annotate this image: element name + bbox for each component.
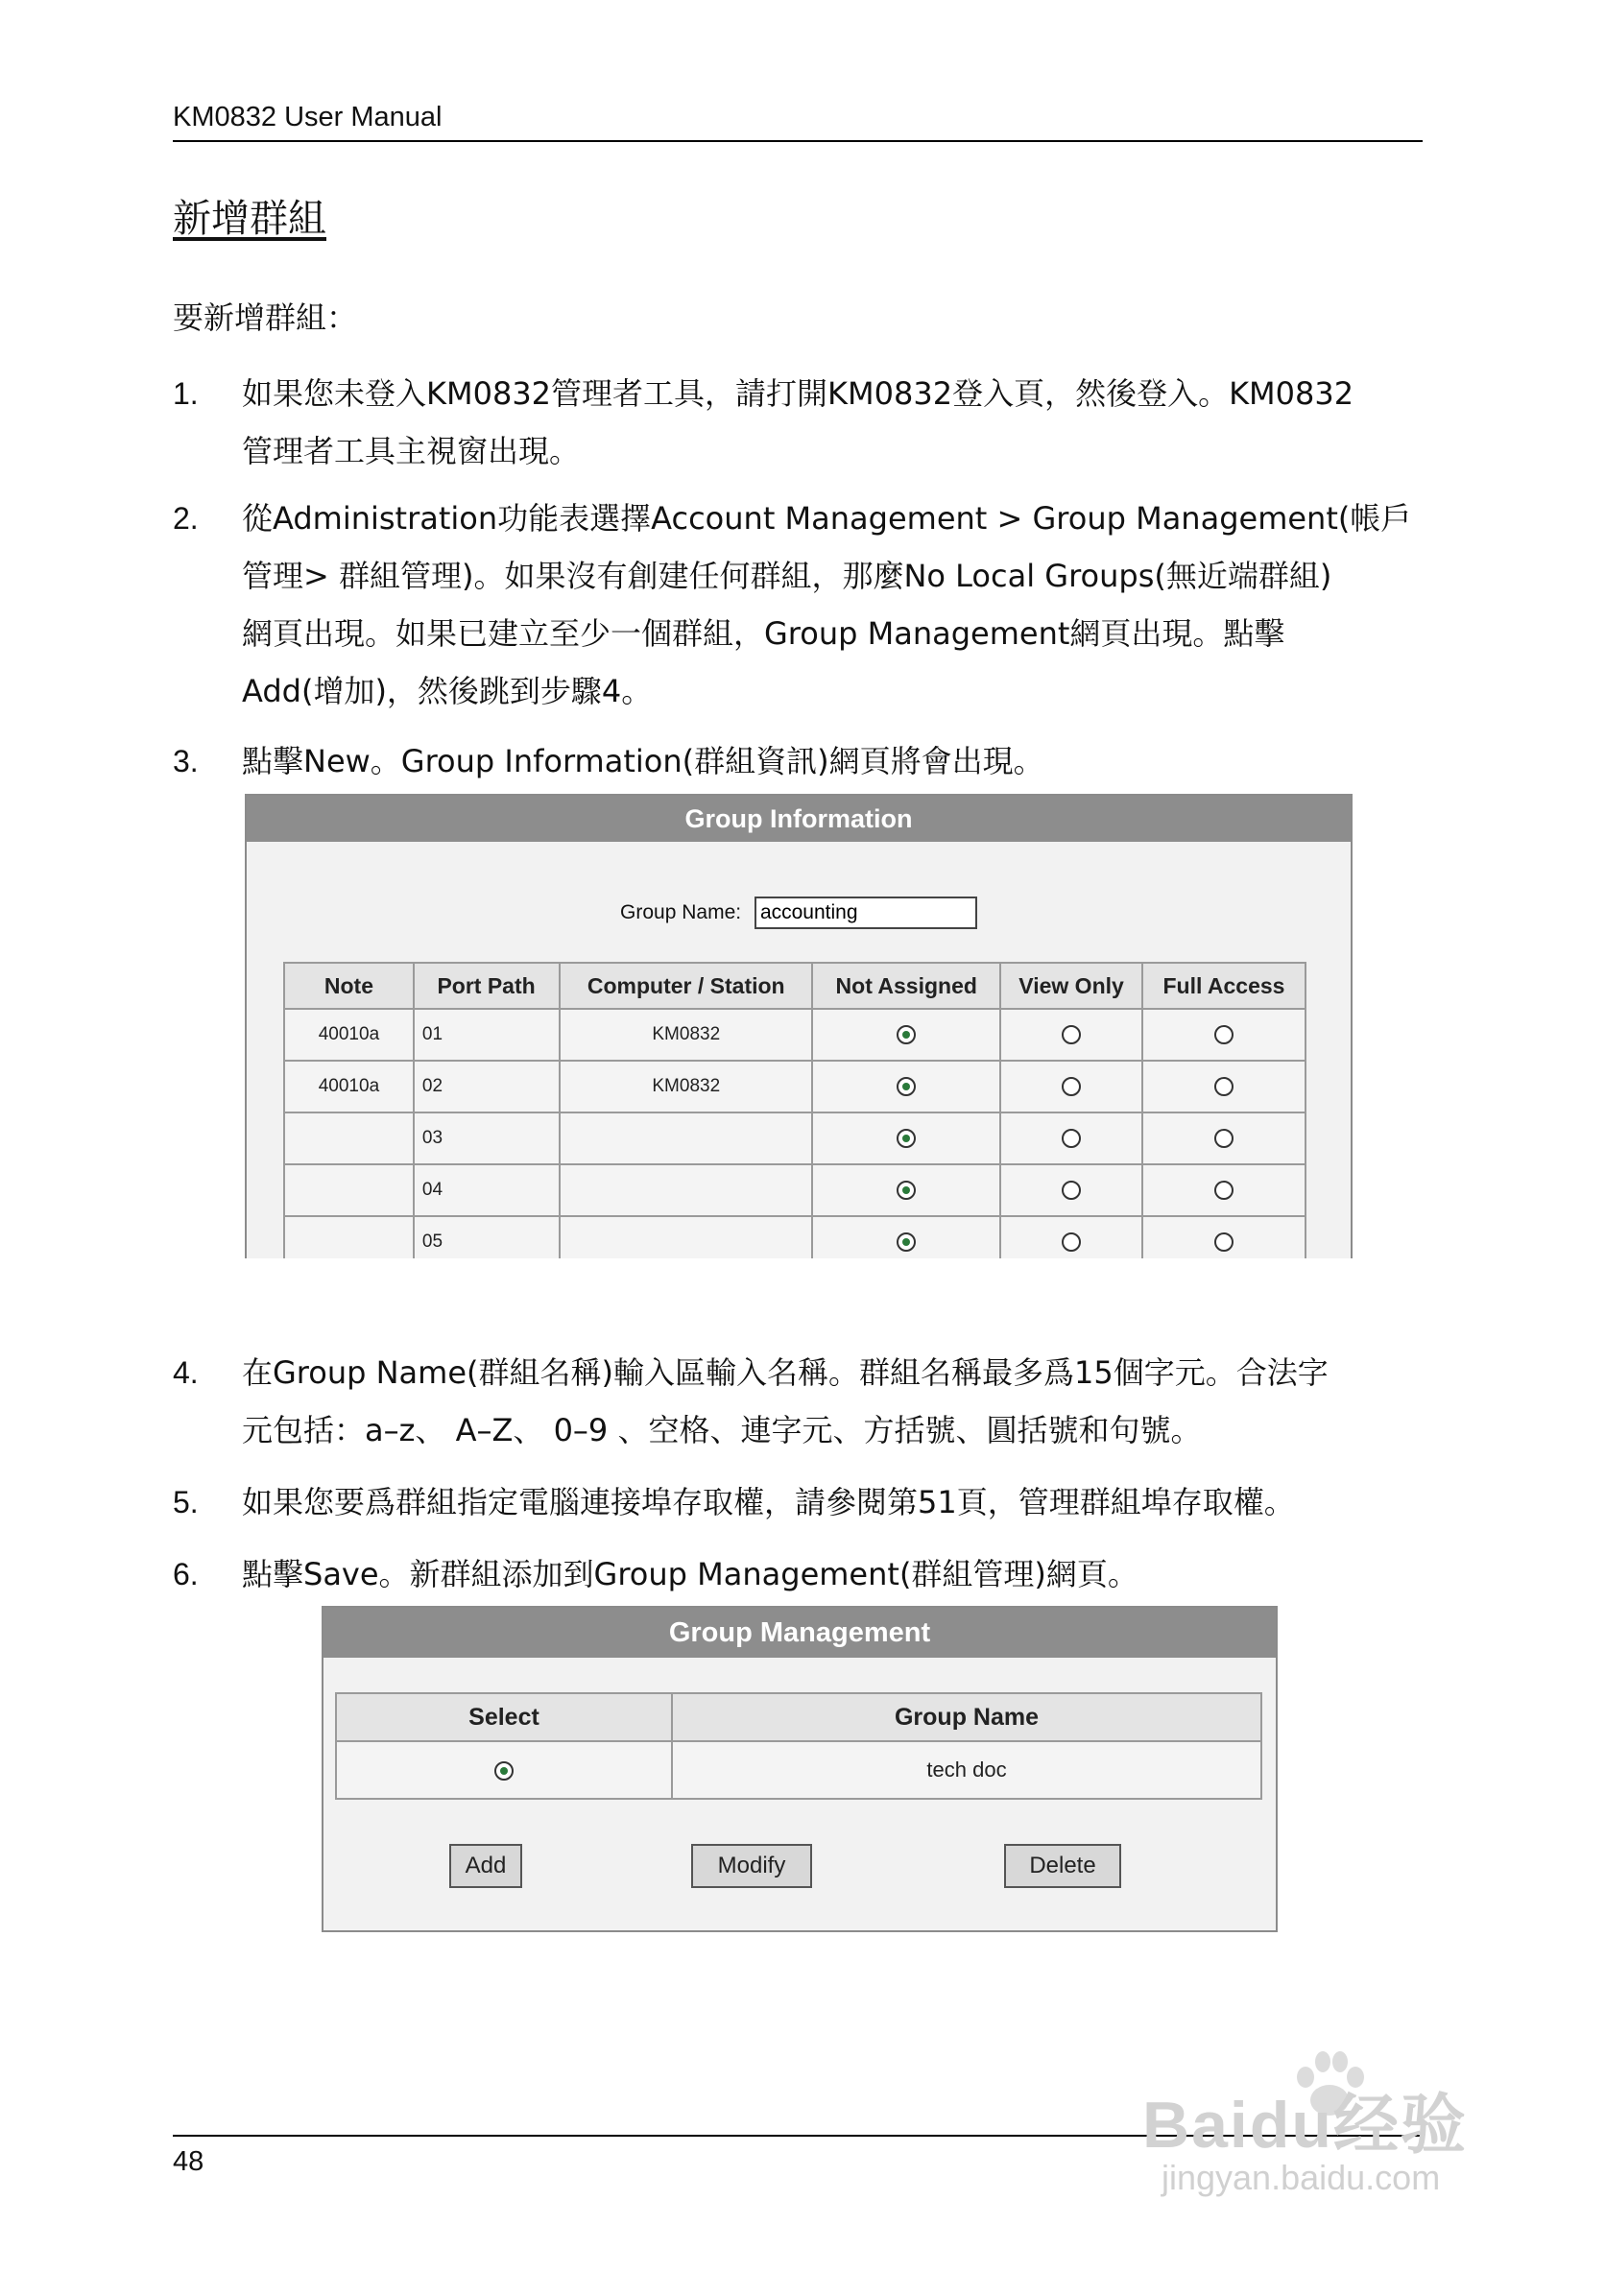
section-title: 新增群組: [173, 197, 326, 241]
view-only-radio[interactable]: [1062, 1025, 1081, 1044]
computer-cell: KM0832: [560, 1061, 812, 1112]
header-divider: [173, 140, 1423, 142]
full-access-radio[interactable]: [1214, 1181, 1234, 1200]
step-line: 點擊Save。新群組添加到Group Management(群組管理)網頁。: [242, 1556, 1138, 1592]
full-access-radio[interactable]: [1214, 1077, 1234, 1096]
port-access-table: [283, 962, 1306, 1258]
group-information-title: Group Information: [247, 796, 1351, 842]
step-text: [242, 1344, 1430, 1459]
port-path-cell: 04: [414, 1164, 560, 1216]
column-header-view-only: View Only: [1000, 963, 1142, 1009]
step-text: [242, 732, 1430, 790]
manual-header-title: KM0832 User Manual: [173, 102, 443, 132]
computer-cell: [560, 1164, 812, 1216]
port-path-cell: 02: [414, 1061, 560, 1112]
step-number: 2.: [173, 501, 199, 536]
step-line: 網頁出現。如果已建立至少一個群組，Group Management網頁出現。點擊: [242, 615, 1285, 652]
note-cell: 40010a: [284, 1009, 414, 1061]
table-row: [284, 1164, 1306, 1216]
step-line: 點擊New。Group Information(群組資訊)網頁將會出現。: [242, 743, 1044, 779]
intro-text: 要新增群組：: [173, 299, 358, 336]
step-text: [242, 1473, 1430, 1531]
step-number: 6.: [173, 1557, 199, 1591]
watermark-url: jingyan.baidu.com: [1162, 2158, 1441, 2197]
table-row: [284, 1216, 1306, 1258]
page-number: 48: [173, 2146, 204, 2177]
step-number: 5.: [173, 1485, 199, 1519]
step-line: 在Group Name(群組名稱)輸入區輸入名稱。群組名稱最多爲15個字元。合法字: [242, 1354, 1329, 1391]
column-header-not-assigned: Not Assigned: [812, 963, 1000, 1009]
table-row: [284, 1009, 1306, 1061]
column-header-note: Note: [284, 963, 414, 1009]
note-cell: [284, 1164, 414, 1216]
add-button[interactable]: Add: [449, 1844, 522, 1888]
group-management-panel: [322, 1606, 1278, 1932]
full-access-radio[interactable]: [1214, 1232, 1234, 1252]
watermark-logo: Baidu经验: [1142, 2089, 1468, 2162]
group-name-row: [247, 897, 1351, 929]
computer-cell: [560, 1112, 812, 1164]
column-header-select: Select: [336, 1693, 672, 1741]
step-line: 元包括：a–z、 A–Z、 0–9 、空格、連字元、方括號、圓括號和句號。: [242, 1412, 1202, 1448]
not-assigned-radio[interactable]: [897, 1025, 916, 1044]
not-assigned-radio[interactable]: [897, 1181, 916, 1200]
group-list-table: [335, 1692, 1262, 1800]
view-only-radio[interactable]: [1062, 1181, 1081, 1200]
group-select-radio[interactable]: [494, 1761, 514, 1781]
delete-button[interactable]: Delete: [1004, 1844, 1121, 1888]
port-path-cell: 03: [414, 1112, 560, 1164]
note-cell: 40010a: [284, 1061, 414, 1112]
full-access-radio[interactable]: [1214, 1025, 1234, 1044]
table-header-row: [336, 1693, 1261, 1741]
step-line: Add(增加)，然後跳到步驟4。: [242, 673, 653, 709]
step-line: 管理> 群組管理)。如果沒有創建任何群組，那麼No Local Groups(無近端群組): [242, 558, 1332, 594]
step-number: 4.: [173, 1355, 199, 1390]
computer-cell: KM0832: [560, 1009, 812, 1061]
step-text: [242, 365, 1430, 480]
table-row: [336, 1741, 1261, 1799]
step-line: 從Administration功能表選擇Account Management > Group Management(帳戶: [242, 500, 1412, 537]
baidu-watermark: [1133, 2045, 1517, 2198]
step-number: 3.: [173, 744, 199, 778]
step-text: [242, 1545, 1430, 1603]
group-information-panel: [245, 794, 1353, 1258]
note-cell: [284, 1112, 414, 1164]
column-header-port-path: Port Path: [414, 963, 560, 1009]
column-header-group-name: Group Name: [672, 1693, 1261, 1741]
modify-button[interactable]: Modify: [691, 1844, 812, 1888]
group-name-label: Group Name:: [620, 901, 742, 923]
step-line: 如果您未登入KM0832管理者工具，請打開KM0832登入頁，然後登入。KM0832: [242, 375, 1354, 412]
column-header-computer-station: Computer / Station: [560, 963, 812, 1009]
group-management-title: Group Management: [323, 1608, 1276, 1658]
step-number: 1.: [173, 376, 199, 411]
group-name-cell: tech doc: [672, 1741, 1261, 1799]
column-header-full-access: Full Access: [1142, 963, 1306, 1009]
view-only-radio[interactable]: [1062, 1077, 1081, 1096]
view-only-radio[interactable]: [1062, 1232, 1081, 1252]
group-name-input[interactable]: [755, 897, 977, 929]
step-line: 如果您要爲群組指定電腦連接埠存取權，請參閱第51頁，管理群組埠存取權。: [242, 1484, 1295, 1520]
table-row: [284, 1061, 1306, 1112]
full-access-radio[interactable]: [1214, 1129, 1234, 1148]
not-assigned-radio[interactable]: [897, 1077, 916, 1096]
port-path-cell: 01: [414, 1009, 560, 1061]
computer-cell: [560, 1216, 812, 1258]
table-row: [284, 1112, 1306, 1164]
table-header-row: [284, 963, 1306, 1009]
step-line: 管理者工具主視窗出現。: [242, 433, 581, 469]
step-text: [242, 490, 1430, 720]
not-assigned-radio[interactable]: [897, 1129, 916, 1148]
not-assigned-radio[interactable]: [897, 1232, 916, 1252]
note-cell: [284, 1216, 414, 1258]
view-only-radio[interactable]: [1062, 1129, 1081, 1148]
port-path-cell: 05: [414, 1216, 560, 1258]
